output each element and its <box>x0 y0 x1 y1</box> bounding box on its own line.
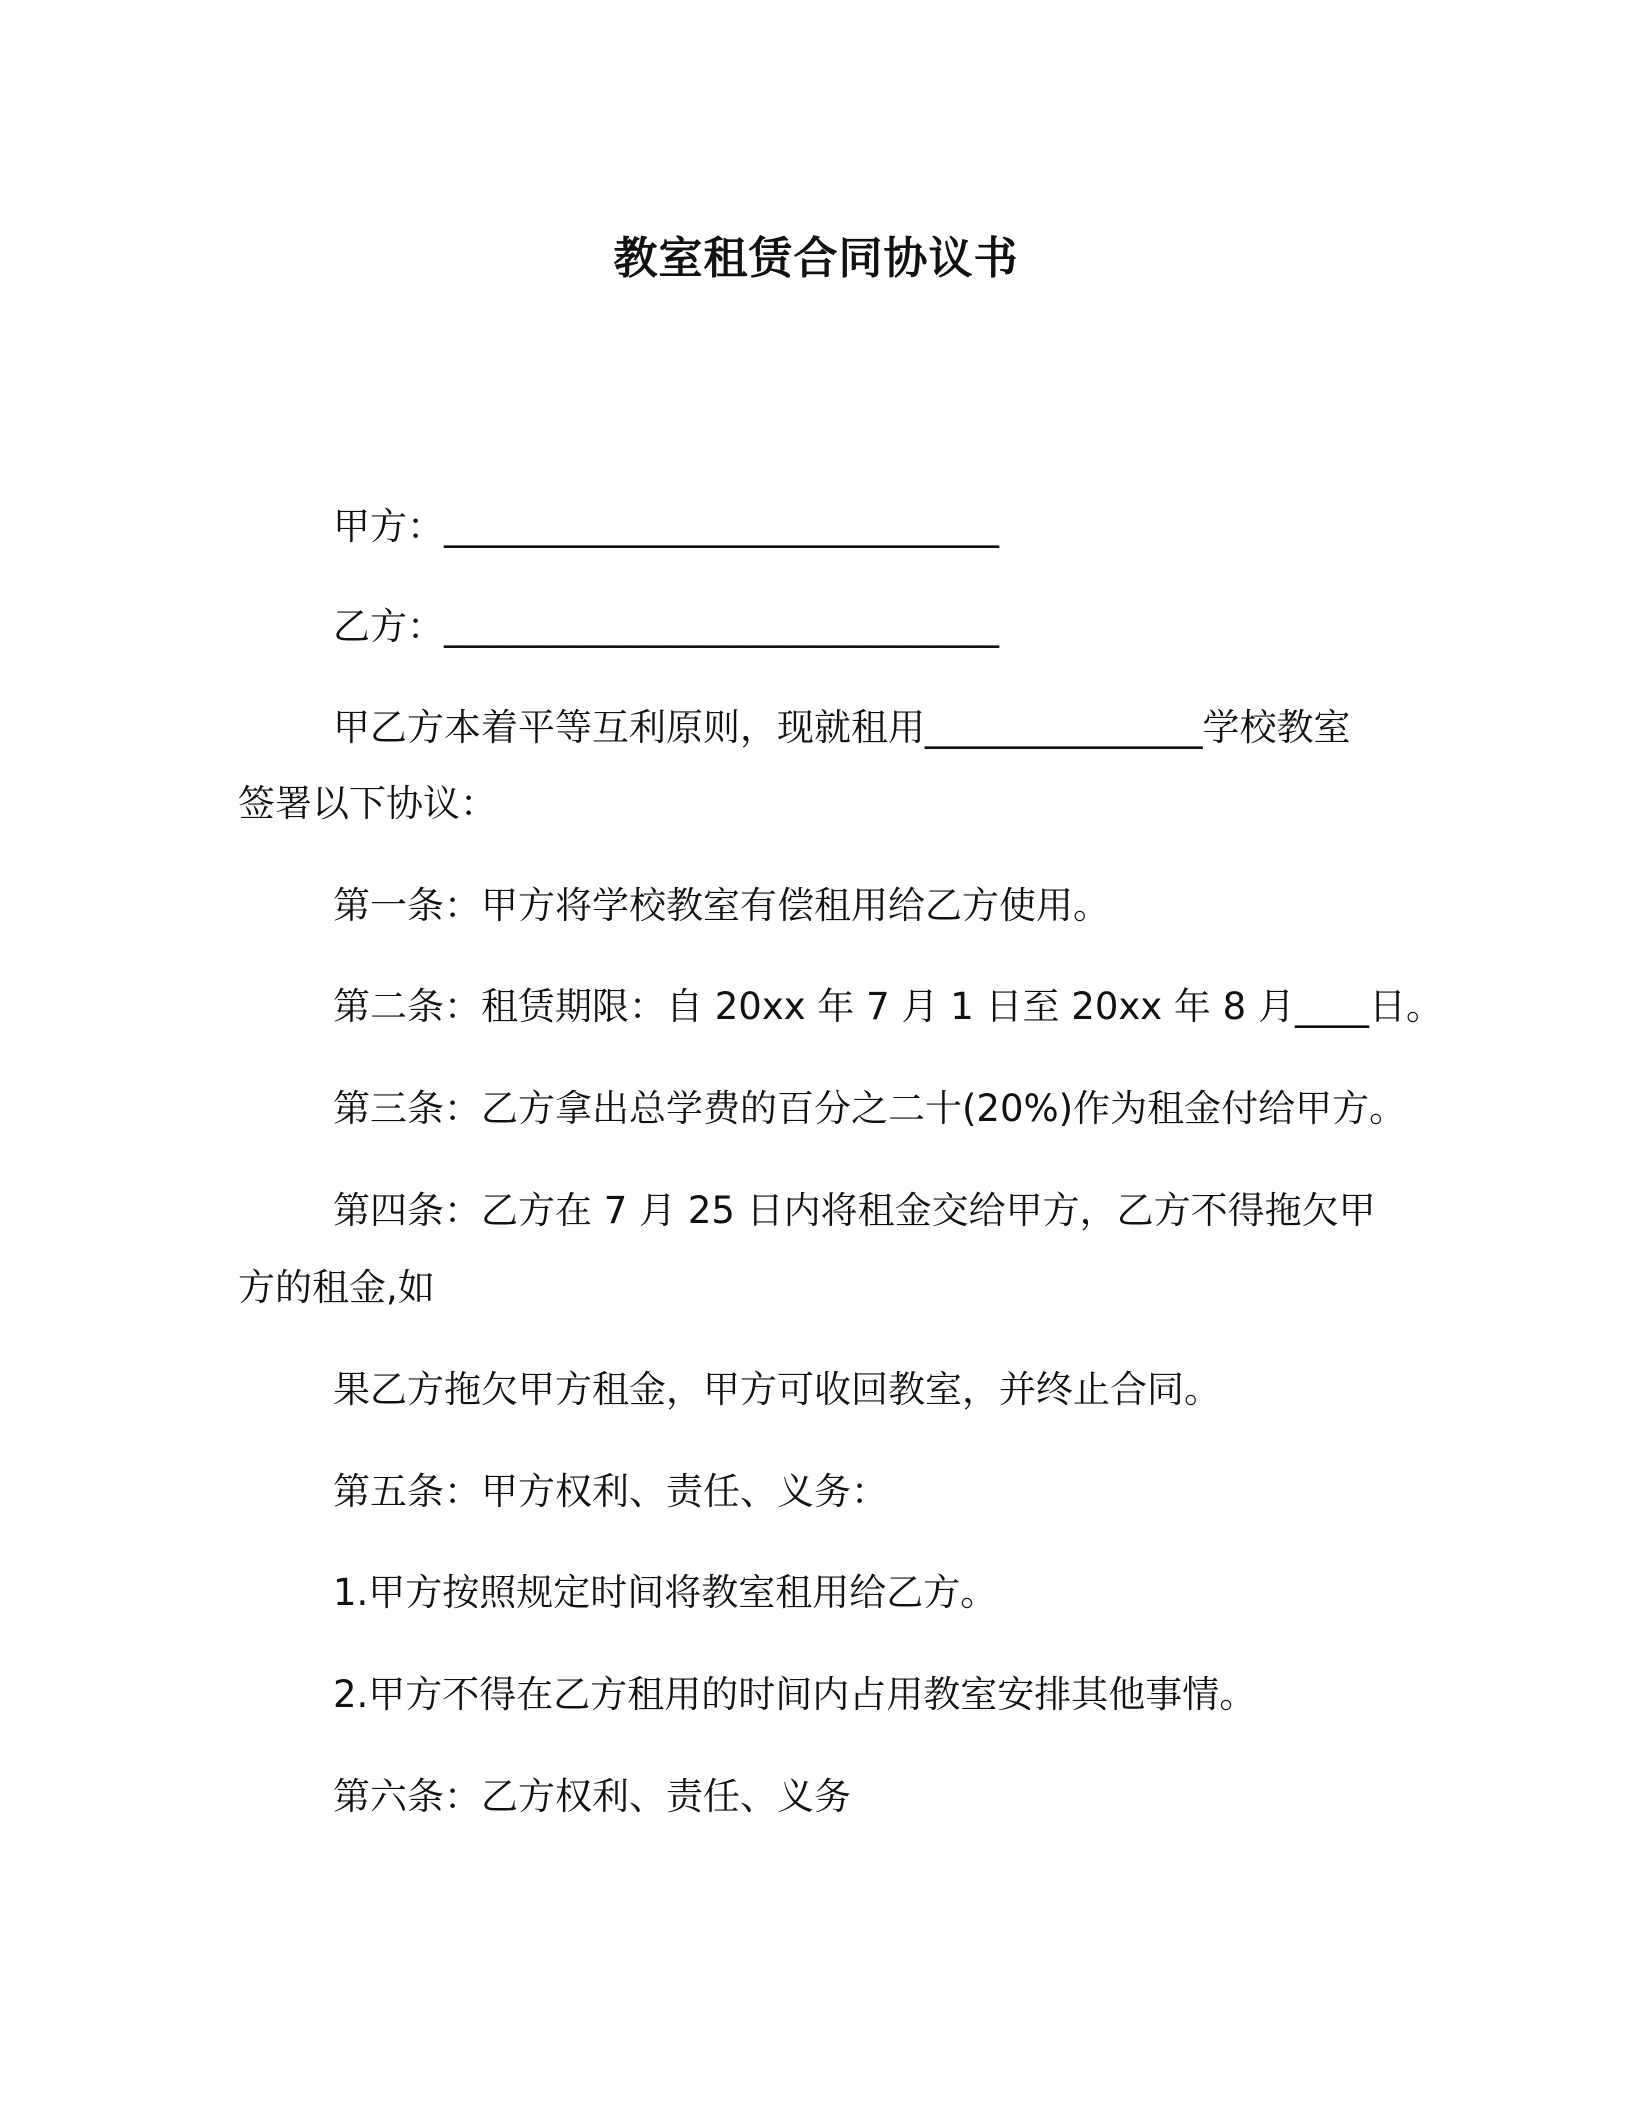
article-3: 第三条：乙方拿出总学费的百分之二十(20%)作为租金付给甲方。 <box>333 1087 1407 1130</box>
article-5-item-2: 2.甲方不得在乙方租用的时间内占用教室安排其他事情。 <box>333 1673 1257 1716</box>
article-1: 第一条：甲方将学校教室有偿租用给乙方使用。 <box>333 884 1110 927</box>
preamble-line-1: 甲乙方本着平等互利原则，现就租用_______________学校教室 <box>333 706 1351 749</box>
article-4-line-2: 方的租金,如 <box>238 1266 435 1309</box>
article-4-line-1: 第四条：乙方在 7 月 25 日内将租金交给甲方，乙方不得拖欠甲 <box>333 1189 1376 1232</box>
article-6: 第六条：乙方权利、责任、义务 <box>333 1775 851 1818</box>
party-a-line: 甲方：______________________________ <box>333 505 999 548</box>
article-2: 第二条：租赁期限：自 20xx 年 7 月 1 日至 20xx 年 8 月____日。 <box>333 985 1443 1028</box>
preamble-line-2: 签署以下协议： <box>238 782 497 825</box>
article-5: 第五条：甲方权利、责任、义务： <box>333 1470 888 1513</box>
document-title: 教室租赁合同协议书 <box>613 233 1019 284</box>
article-4-line-3: 果乙方拖欠甲方租金，甲方可收回教室，并终止合同。 <box>333 1368 1221 1411</box>
article-5-item-1: 1.甲方按照规定时间将教室租用给乙方。 <box>333 1571 998 1614</box>
party-b-line: 乙方：______________________________ <box>333 605 999 648</box>
